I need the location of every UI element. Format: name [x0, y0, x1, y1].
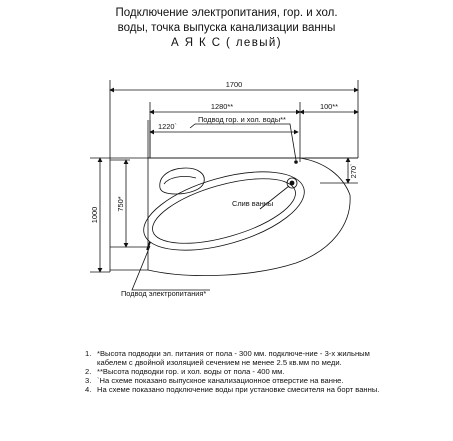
- power-supply-label: Подвод электропитания*: [121, 289, 207, 298]
- bathtub-basin: [135, 156, 313, 265]
- headrest-line: [164, 176, 196, 184]
- dim-1280: 1280**: [210, 102, 234, 111]
- title-line-3: А Я К С ( левый): [171, 37, 282, 49]
- title-line-2: воды, точка выпуска канализации ванны: [117, 22, 336, 34]
- dim-270: 270`: [349, 163, 358, 179]
- dim-750: 750*: [116, 196, 125, 212]
- dim-1000: 1000: [90, 206, 99, 224]
- drain-center: [290, 181, 294, 185]
- dim-100: 100**: [319, 102, 339, 111]
- note-4: 4. На схеме показано подключение воды при установке смесителя на борт ванны.: [85, 385, 380, 395]
- water-supply-leader: [190, 124, 296, 160]
- note-2-text: **Высота подводки гор. и хол. воды от пола - 400 мм.: [97, 367, 285, 377]
- note-3: 3. `На схеме показано выпускное канализационное отверстие на ванне.: [85, 376, 344, 386]
- water-supply-label: Подвод гор. и хол. воды**: [198, 115, 286, 124]
- note-3-text: `На схеме показано выпускное канализационное отверстие на ванне.: [97, 376, 344, 386]
- note-1-text: *Высота подводки эл. питания от пола - 300 мм. подключе-ние - 3-х жильным кабелем с двойной изоляцией сечением не менее 2.5 кв.мм по меди.: [97, 349, 370, 368]
- water-supply-point-icon: [294, 160, 298, 164]
- drain-label: Слив ванны: [232, 199, 274, 208]
- notes-list: [85, 349, 385, 394]
- note-2: 2. **Высота подводки гор. и хол. воды от пола - 400 мм.: [85, 367, 285, 377]
- note-4-text: На схеме показано подключение воды при установке смесителя на борт ванны.: [97, 385, 380, 395]
- power-leader: [132, 246, 210, 290]
- title-line-1: Подключение электропитания, гор. и хол.: [115, 7, 338, 19]
- dim-1220: 1220`: [158, 122, 177, 131]
- dim-1700: 1700: [225, 80, 243, 89]
- note-1: 1. *Высота подводки эл. питания от пола - 300 мм. подключе-ние - 3-х жильным кабелем с двойной изоляцией сечением не менее 2.5 кв.мм по меди.: [85, 349, 370, 368]
- bathtub-outline: [148, 158, 350, 276]
